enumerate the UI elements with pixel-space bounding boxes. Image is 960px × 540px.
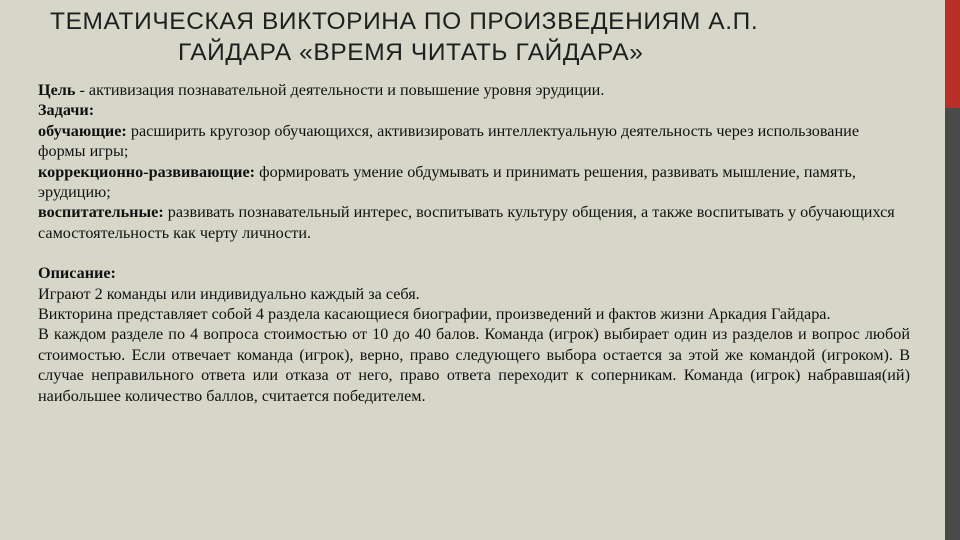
accent-red-block bbox=[945, 0, 960, 108]
title-line-1: ТЕМАТИЧЕСКАЯ ВИКТОРИНА ПО ПРОИЗВЕДЕНИЯМ А.П. bbox=[50, 8, 759, 35]
task-item bbox=[38, 121, 910, 162]
description-heading-text: Описание: bbox=[38, 264, 116, 283]
task-text: расширить кругозор обучающихся, активизировать интеллектуальную деятельность через использование формы игры; bbox=[38, 121, 860, 161]
slide-title bbox=[30, 6, 890, 68]
tasks-heading bbox=[38, 100, 910, 120]
goal-paragraph bbox=[38, 80, 910, 100]
task-item bbox=[38, 162, 910, 203]
spacer bbox=[38, 243, 910, 263]
goal-label: Цель bbox=[38, 81, 76, 99]
task-label: воспитательные: bbox=[38, 203, 164, 222]
description-heading bbox=[38, 263, 910, 283]
description-paragraph: В каждом разделе по 4 вопроса стоимостью от 10 до 40 балов. Команда (игрок) выбирает один из разделов и вопрос любой стоимостью. Если отвечает команда (игрок), верно, право следующего выбора остается за этой же командой (игроком). В случае неправильного ответа или отказа от него, право ответа переходит к соперникам. Команда (игрок) набравшая(ий) наибольшее количество баллов, считается победителем. bbox=[38, 325, 910, 405]
description-paragraph: Викторина представляет собой 4 раздела касающиеся биографии, произведений и фактов жизни Аркадия Гайдара. bbox=[38, 305, 831, 324]
title-line-2: ГАЙДАРА «ВРЕМЯ ЧИТАТЬ ГАЙДАРА» bbox=[178, 39, 644, 66]
task-text: формировать умение обдумывать и принимать решения, развивать мышление, память, эрудицию; bbox=[38, 162, 856, 202]
goal-text: - активизация познавательной деятельности и повышение уровня эрудиции. bbox=[75, 81, 605, 99]
task-text: развивать познавательный интерес, воспитывать культуру общения, а также воспитывать у обучающихся самостоятельность как черту личности. bbox=[38, 203, 895, 242]
tasks-heading-text: Задачи: bbox=[38, 101, 95, 120]
description-paragraph: Играют 2 команды или индивидуально каждый за себя. bbox=[38, 284, 420, 303]
task-label: обучающие: bbox=[38, 121, 127, 140]
task-label: коррекционно-развивающие: bbox=[38, 162, 256, 181]
slide-body bbox=[38, 80, 910, 406]
task-item bbox=[38, 202, 910, 243]
